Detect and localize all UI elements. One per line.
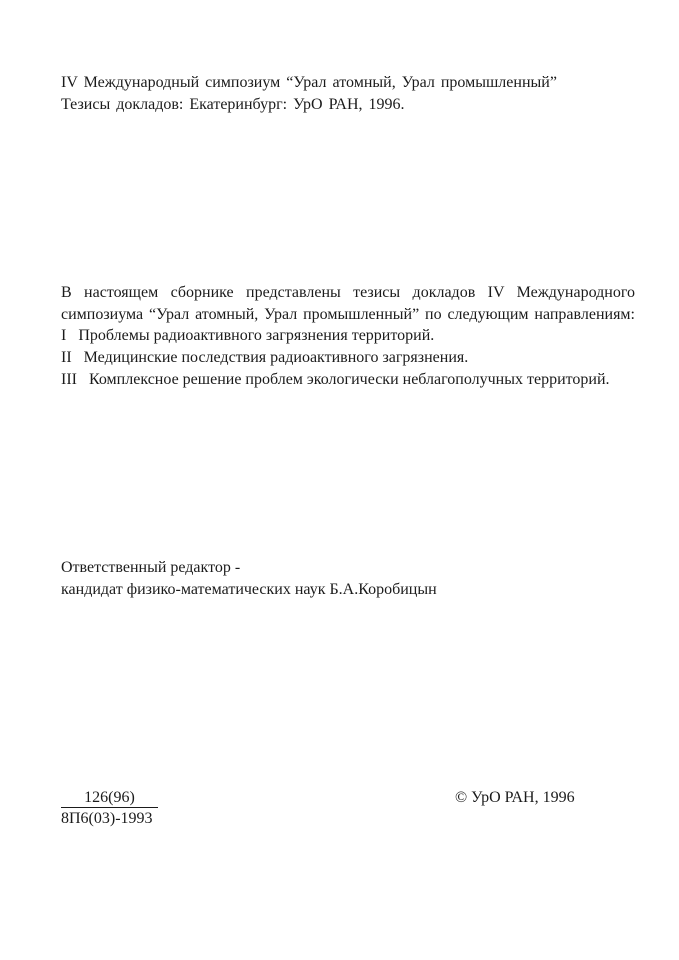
abstract-line-1: В настоящем сборнике представлены тезисы докладов IV Международного [61,284,635,301]
abstract-paragraph [61,282,635,391]
editor-role-line: Ответственный редактор - [61,559,241,576]
direction-item-3 [61,369,635,391]
editor-name-line: кандидат физико-математических наук Б.А.Коробицын [61,581,437,598]
direction-text: Комплексное решение проблем экологически неблагополучных территорий. [88,370,610,388]
library-classification [61,790,158,829]
symposium-title-line: IV Международный симпозиум “Урал атомный, Урал промышленный” [61,74,557,91]
direction-numeral: III [61,370,77,388]
classification-denominator: 8П6(03)-1993 [61,810,153,827]
direction-text: Проблемы радиоактивного загрязнения территорий. [78,327,435,345]
direction-numeral: II [61,349,72,367]
editor-credit [61,557,481,601]
publication-info-line: Тезисы докладов: Екатеринбург: УрО РАН, 1996. [61,95,405,113]
direction-item-1 [61,325,635,347]
copyright-notice: © УрО РАН, 1996 [455,789,575,806]
bibliographic-header [61,72,621,115]
direction-text: Медицинские последствия радиоактивного загрязнения. [83,349,469,367]
classification-numerator: 126(96) [61,790,158,808]
direction-item-2 [61,347,635,369]
abstract-line-2: симпозиума “Урал атомный, Урал промышленный” по следующим направлениям: [61,305,635,323]
direction-numeral: I [61,327,67,345]
